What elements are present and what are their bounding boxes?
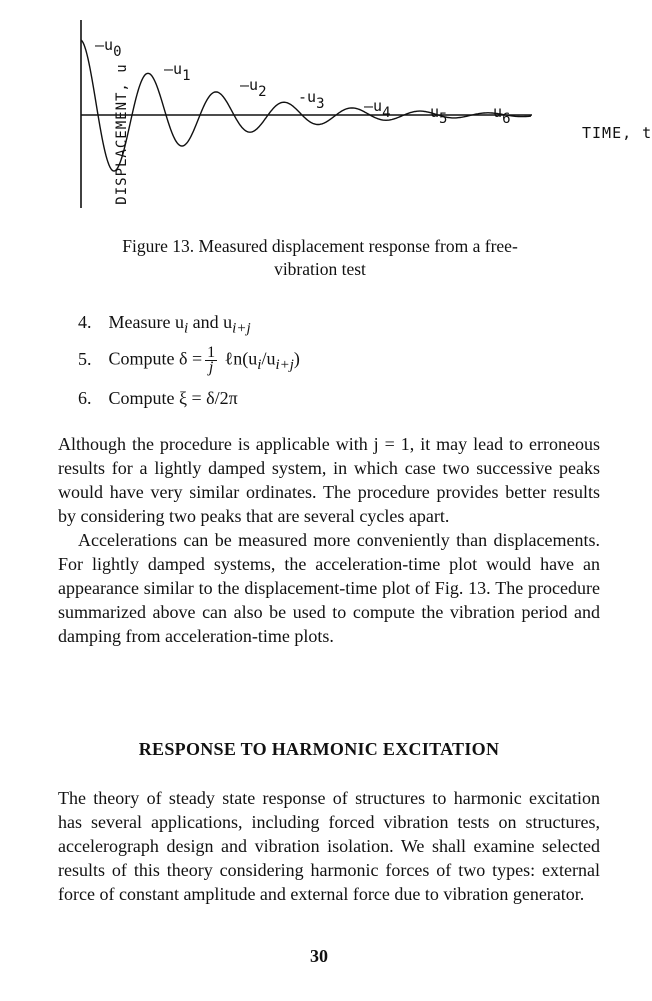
caption-line-1: Figure 13. Measured displacement response from a free- — [122, 236, 518, 256]
peak-label-u0: $-u_0$ — [95, 36, 122, 60]
step-number: 6. — [78, 388, 92, 408]
peak-label-u1: $-u_1$ — [164, 60, 191, 84]
free-vibration-figure — [50, 18, 652, 218]
step-text: Measure u — [108, 312, 184, 332]
step-text: and u — [188, 312, 233, 332]
step-sub: i+j — [275, 357, 294, 374]
caption-line-2: vibration test — [274, 259, 366, 279]
y-axis-label-box — [102, 48, 130, 223]
displacement-plot — [50, 18, 610, 218]
peak-label-u3: $-u_3$ — [298, 88, 325, 112]
step-sub: i — [183, 320, 189, 337]
page-number: 30 — [310, 946, 328, 966]
step-text: /u — [261, 348, 276, 369]
body-text-2 — [58, 786, 600, 906]
peak-label-u5: $u_5$ — [430, 103, 448, 127]
step-sub: i — [257, 357, 262, 374]
body-text — [58, 432, 600, 648]
fraction — [205, 346, 217, 375]
procedure-steps — [78, 310, 300, 422]
fraction-numerator: 1 — [207, 344, 216, 361]
paragraph-2: Accelerations can be measured more conveniently than displacements. For lightly damped systems, the acceleration-time plot would have an appearance similar to the displacement-time plot of Fig. 13. The procedure summarized above can also be used to compute the vibration period and damping from acceleration-time plots. — [58, 530, 600, 646]
step-5 — [78, 346, 300, 386]
step-6 — [78, 386, 300, 422]
paragraph-3: The theory of steady state response of structures to harmonic excitation has several applications, including forced vibration tests on structures, accelerograph design and vibration isolation. We shall examine selected results of this theory considering harmonic forces of two types: external force of constant amplitude and external force due to vibration generator. — [58, 788, 600, 904]
figure-caption — [40, 235, 600, 281]
paragraph-1: Although the procedure is applicable with j = 1, it may lead to erroneous results for a lightly damped system, in which case two successive peaks would have very similar ordinates. The procedure provides better results by considering two peaks that are several cycles apart. — [58, 434, 600, 526]
y-axis-label: DISPLACEMENT, u — [114, 63, 130, 205]
step-text: Compute δ = — [108, 348, 203, 369]
peak-label-u6: $-u_6$ — [484, 103, 511, 127]
step-4 — [78, 310, 300, 346]
step-text: ) — [293, 348, 300, 369]
peak-label-u4: $-u_4$ — [364, 97, 391, 121]
fraction-denominator: j — [208, 359, 214, 376]
step-text: Compute ξ = δ/2π — [108, 388, 238, 408]
step-sub: i+j — [232, 320, 251, 337]
peak-label-u2: $-u_2$ — [240, 76, 267, 100]
x-axis-label: TIME, t — [582, 124, 652, 142]
section-heading: RESPONSE TO HARMONIC EXCITATION — [138, 739, 500, 759]
step-text: ℓn(u — [220, 348, 258, 369]
step-number: 4. — [78, 312, 92, 332]
step-number: 5. — [78, 348, 92, 369]
